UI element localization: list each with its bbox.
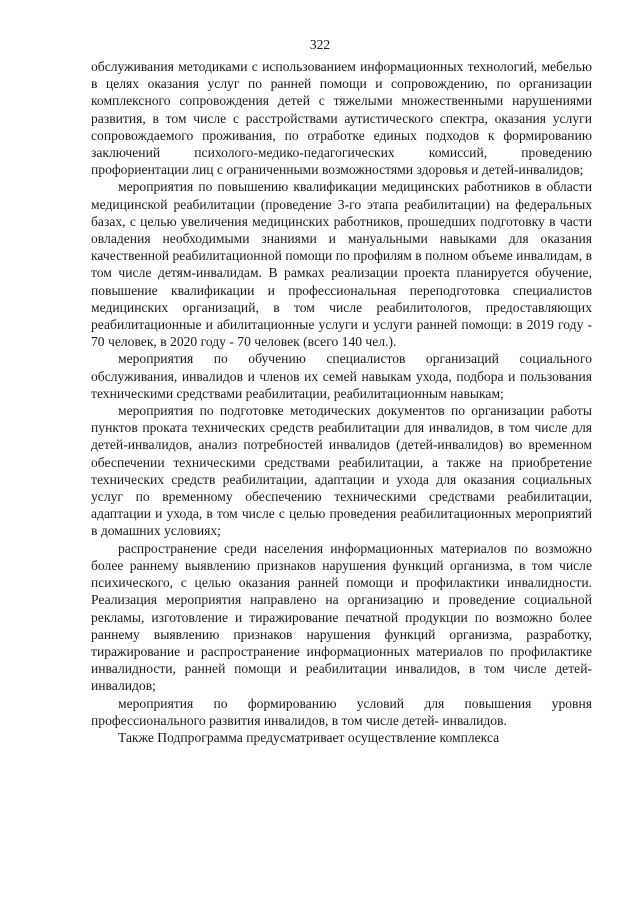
paragraph: мероприятия по формированию условий для повышения уровня профессионального развития инвалидов, в том числе детей- инвалидов. bbox=[91, 695, 592, 728]
paragraph: мероприятия по повышению квалификации медицинских работников в области медицинской реабилитации (проведение 3-го этапа реабилитации) на федеральных базах, с целью увеличения медицинских работников, прошедших подготовку в части овладения необходимыми знаниями и мануальными навыками для оказания качественной реабилитационной помощи по профилям в полном объеме инвалидам, в том числе детям-инвалидам. В рамках реализации проекта планируется обучение, повышение квалификации и профессиональная переподготовка специалистов медицинских организаций, в том числе реабилитологов, предоставляющих реабилитационные и абилитационные услуги и услуги ранней помощи: в 2019 году - 70 человек, в 2020 году - 70 человек (всего 140 чел.). bbox=[91, 179, 592, 350]
paragraph: распространение среди населения информационных материалов по возможно более раннему выявлению признаков нарушения функций организма, в том числе психического, с целью оказания ранней помощи и профилактики инвалидности. Реализация мероприятия направлено на организацию и проведение социальной рекламы, изготовление и тиражирование печатной продукции по возможно более раннему выявлению признаков нарушения функций организма, разработку, тиражирование и распространение информационных материалов по профилактике инвалидности, ранней помощи и реабилитации инвалидов, в том числе детей-инвалидов; bbox=[91, 540, 592, 694]
body-text bbox=[91, 58, 592, 746]
paragraph-continuation: обслуживания методиками с использованием информационных технологий, мебелью в целях оказания услуг по ранней помощи и сопровождению, по организации комплексного сопровождения детей с тяжелыми множественными нарушениями развития, в том числе с расстройствами аутистического спектра, оказания услуги сопровождаемого проживания, по отработке единых подходов к формированию заключений психолого-медико-педагогических комиссий, проведению профориентации лиц с ограниченными возможностями здоровья и детей-инвалидов; bbox=[91, 59, 592, 178]
paragraph: мероприятия по обучению специалистов организаций социального обслуживания, инвалидов и членов их семей навыкам ухода, подбора и пользования техническими средствами реабилитации, реабилитационным навыкам; bbox=[91, 351, 592, 401]
paragraph: мероприятия по подготовке методических документов по организации работы пунктов проката технических средств реабилитации для инвалидов, в том числе для детей-инвалидов, анализ потребностей инвалидов (детей-инвалидов) во временном обеспечении техническими средствами реабилитации, а также на приобретение технических средств реабилитации, адаптации и ухода для оказания социальных услуг по временному обеспечению техническими средствами реабилитации, адаптации и ухода, в том числе с целью проведения реабилитационных мероприятий в домашних условиях; bbox=[91, 403, 592, 539]
page-number: 322 bbox=[309, 37, 331, 52]
paragraph: Также Подпрограмма предусматривает осуществление комплекса bbox=[118, 729, 500, 745]
